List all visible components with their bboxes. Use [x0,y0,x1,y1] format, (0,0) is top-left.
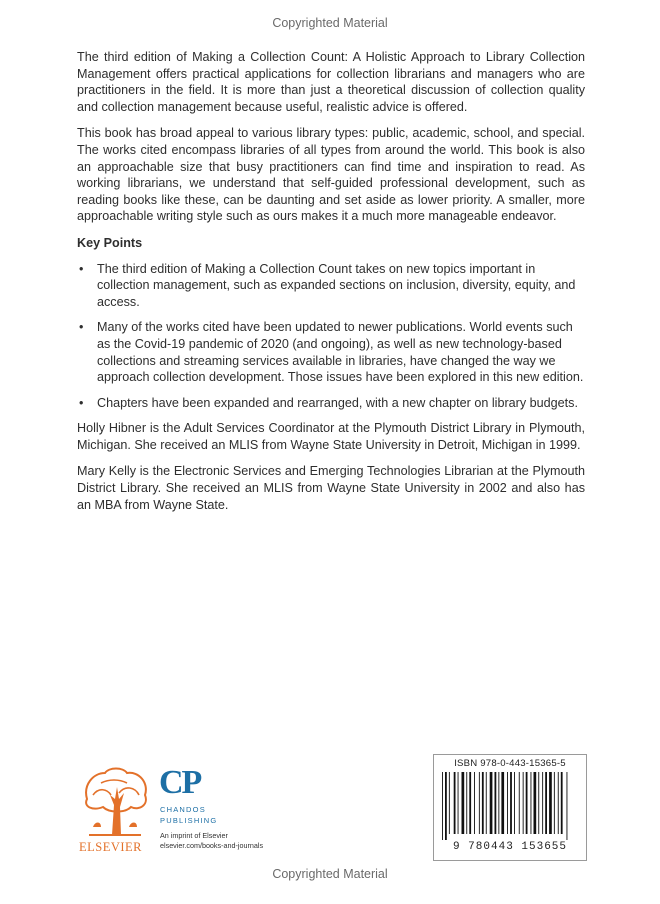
description-paragraph-2: This book has broad appeal to various library types: public, academic, school, and special. The works cited encompass libraries of all types from around the world. This book is also an approachable size that busy practitioners can find time and inspiration to read. As working librarians, we understand that self-guided professional development, such as reading books like these, can be daunting and set aside as lower priority. A smaller, more approachable writing style such as ours makes it a much more manageable endeavor. [77,126,585,224]
isbn-label: ISBN 978-0-443-15365-5 [454,758,566,769]
chandos-name: CHANDOS [160,805,206,814]
elsevier-tree-logo-icon [79,765,151,837]
barcode-digits: 9 780443 153655 [452,841,568,853]
author-bio-mary-kelly: Mary Kelly is the Electronic Services and Emerging Technologies Librarian at the Plymouth District Library. She received an MLIS from Wayne State University in 2002 and also has an MBA from Wayne State. [77,464,585,512]
key-point-text: The third edition of Making a Collection Count takes on new topics important in collection management, such as expanded sections on inclusion, diversity, equity, and access. [97,261,576,309]
back-cover-text [77,49,585,523]
author-bio-holly-hibner: Holly Hibner is the Adult Services Coordinator at the Plymouth District Library in Plymouth, Michigan. She received an MLIS from Wayne State University in Detroit, Michigan in 1999. [77,421,585,452]
key-point-text: Many of the works cited have been updated to newer publications. World events such as the Covid-19 pandemic of 2020 (and ongoing), as well as new technology-based collections and streaming services available in libraries, have changed the way we approach collection development. Those issues have been explored in this new edition. [97,320,584,385]
list-item [77,395,585,412]
copyright-watermark-top: Copyrighted Material [272,16,388,30]
bullet-icon: • [79,395,84,410]
description-paragraph-1: The third edition of Making a Collection Count: A Holistic Approach to Library Collection Management offers practical applications for collection librarians and managers who are practitioners in the field. It is more than just a theoretical discussion of collection quality and collection management because useful, realistic advice is offered. [77,50,585,114]
isbn-barcode [433,754,587,861]
list-item [77,261,585,311]
bullet-icon: • [79,261,84,276]
key-points-heading: Key Points [77,235,143,250]
key-points-list [77,261,585,412]
bullet-icon: • [79,320,84,335]
list-item [77,319,585,385]
publisher-logos [79,765,339,860]
publisher-url: elsevier.com/books-and-journals [160,841,264,850]
elsevier-wordmark: ELSEVIER [79,840,143,854]
publishing-label: PUBLISHING [160,816,218,825]
imprint-note: An imprint of Elsevier [160,831,228,840]
chandos-cp-logo: CP [159,764,201,801]
barcode-bars-icon [440,772,580,840]
key-point-text: Chapters have been expanded and rearranged, with a new chapter on library budgets. [97,395,578,410]
copyright-watermark-bottom: Copyrighted Material [272,867,388,881]
